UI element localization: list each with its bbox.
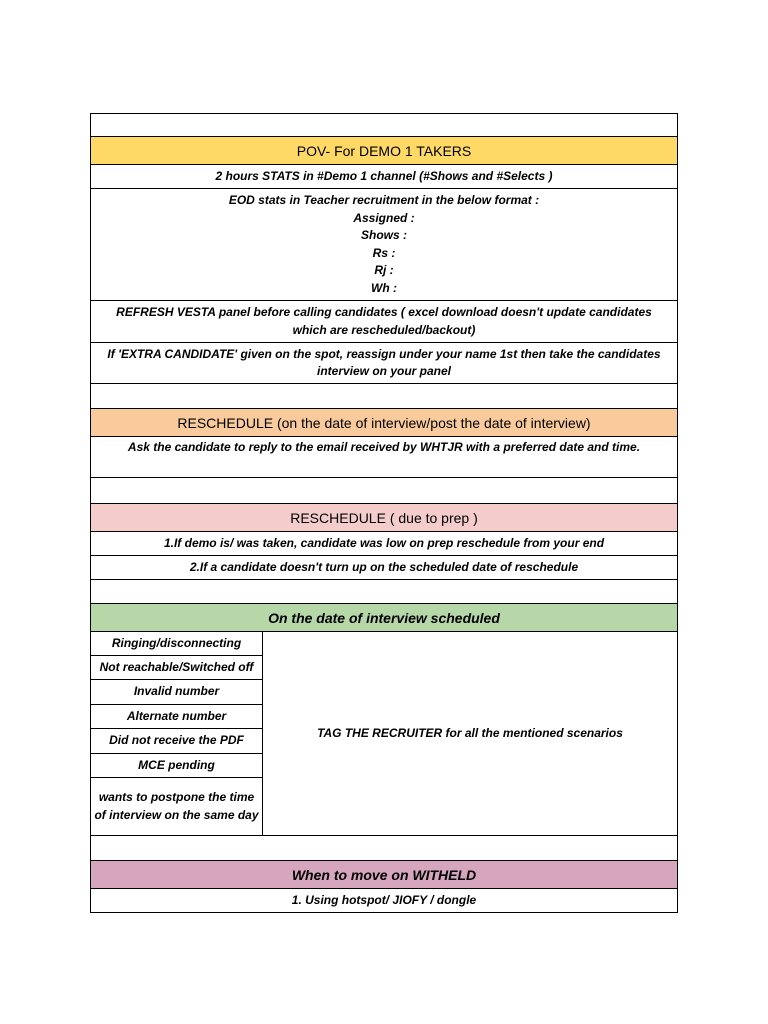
refresh-line: REFRESH VESTA panel before calling candidates ( excel download doesn't update candidates — [116, 305, 652, 319]
eod-stats-row — [90, 189, 678, 301]
pov-title: POV- For DEMO 1 TAKERS — [296, 142, 472, 159]
witheld-title: When to move on WITHELD — [291, 866, 477, 883]
spreadsheet-table — [90, 113, 678, 913]
scheduled-header — [90, 604, 678, 632]
tag-recruiter-cell — [263, 632, 677, 835]
empty-row — [90, 478, 678, 504]
scenario-cell: Not reachable/Switched off — [91, 656, 262, 680]
refresh-vesta-row — [90, 301, 678, 343]
tag-recruiter-rest: for all the mentioned scenarios — [442, 725, 623, 740]
empty-row — [90, 113, 678, 137]
witheld-text: 1. Using hotspot/ JIOFY / dongle — [291, 892, 477, 907]
eod-line: Shows : — [360, 228, 407, 242]
scenario-cell: Did not receive the PDF — [91, 729, 262, 754]
reschedule-prep-text: 2.If a candidate doesn't turn up on the scheduled date of reschedule — [189, 559, 579, 574]
scenario-cell: Alternate number — [91, 705, 262, 729]
stats-2h-row — [90, 165, 678, 189]
scenario-cell: Ringing/disconnecting — [91, 632, 262, 656]
witheld-header — [90, 861, 678, 889]
eod-line: Wh : — [371, 280, 397, 295]
extra-line: If 'EXTRA CANDIDATE' given on the spot, reassign under your name 1st then take the candidates — [107, 346, 661, 361]
eod-line: Assigned : — [353, 210, 415, 225]
scenarios-block — [90, 632, 678, 836]
pov-header — [90, 137, 678, 165]
scenario-cell: MCE pending — [91, 754, 262, 778]
reschedule-interview-text: Ask the candidate to reply to the email received by WHTJR with a preferred date and time. — [127, 440, 641, 454]
eod-line: EOD stats in Teacher recruitment in the below format : — [228, 193, 540, 207]
reschedule-prep-title: RESCHEDULE ( due to prep ) — [290, 509, 478, 526]
reschedule-prep-item — [90, 532, 678, 556]
reschedule-prep-header — [90, 504, 678, 532]
extra-line: interview on your panel — [316, 364, 452, 378]
empty-row — [90, 580, 678, 604]
refresh-line: which are rescheduled/backout) — [292, 322, 476, 337]
empty-row — [90, 836, 678, 861]
eod-line: Rj : — [374, 263, 394, 277]
eod-line: Rs : — [372, 245, 396, 260]
reschedule-interview-title: RESCHEDULE (on the date of interview/post the date of interview) — [177, 414, 591, 431]
reschedule-interview-header — [90, 409, 678, 437]
reschedule-prep-item — [90, 556, 678, 580]
stats-2h-text: 2 hours STATS in #Demo 1 channel (#Shows and #Selects ) — [215, 168, 553, 183]
empty-row — [90, 384, 678, 409]
scheduled-title: On the date of interview scheduled — [268, 609, 500, 626]
scenario-cell: Invalid number — [91, 680, 262, 705]
scenario-list — [91, 632, 263, 835]
tag-recruiter-bold: TAG THE RECRUITER — [317, 725, 443, 740]
reschedule-prep-text: 1.If demo is/ was taken, candidate was low on prep reschedule from your end — [163, 535, 605, 550]
witheld-item — [90, 889, 678, 913]
scenario-cell: wants to postpone the time of interview on the same day — [94, 790, 259, 822]
extra-candidate-row — [90, 343, 678, 384]
reschedule-interview-row — [90, 437, 678, 478]
